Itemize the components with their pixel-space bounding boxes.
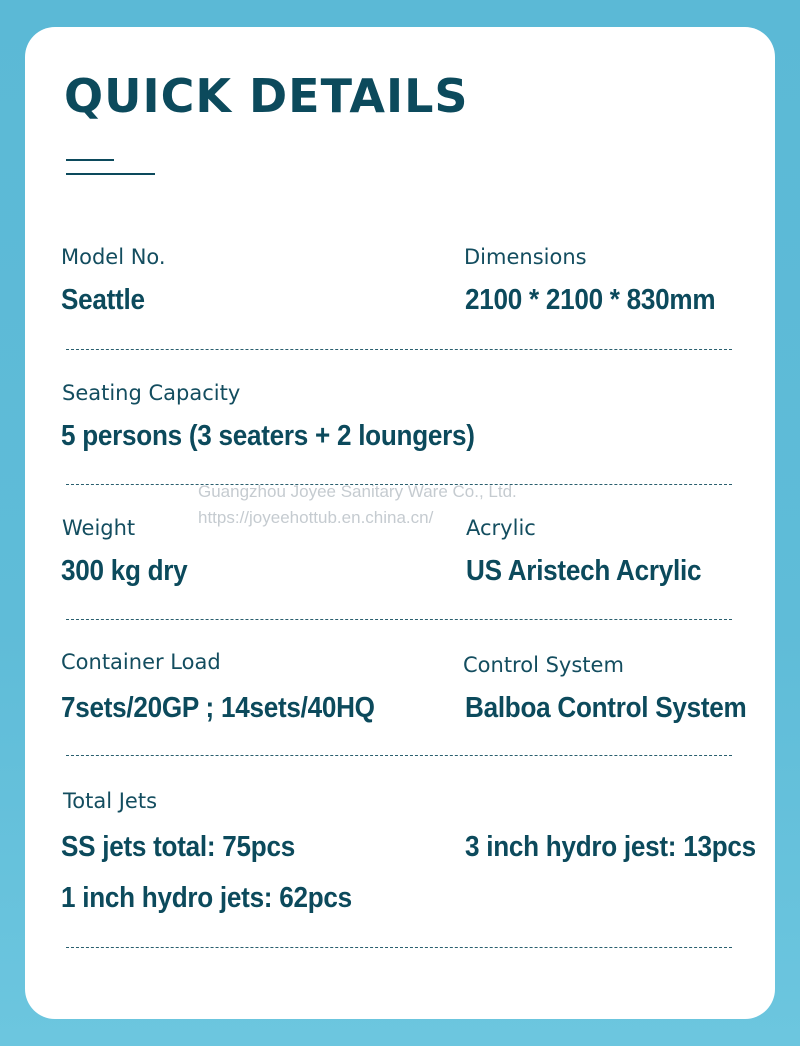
hydro-1inch-value: 1 inch hydro jets: 62pcs xyxy=(61,882,352,914)
container-label: Container Load xyxy=(61,650,221,674)
details-card xyxy=(25,27,775,1019)
weight-value: 300 kg dry xyxy=(61,555,188,587)
model-label: Model No. xyxy=(61,245,166,269)
dimensions-label: Dimensions xyxy=(464,245,587,269)
container-value: 7sets/20GP ; 14sets/40HQ xyxy=(61,692,375,724)
ss-jets-value: SS jets total: 75pcs xyxy=(61,831,295,863)
page-title: QUICK DETAILS xyxy=(64,69,469,123)
divider-4 xyxy=(66,755,732,756)
dimensions-value: 2100 * 2100 * 830mm xyxy=(465,284,716,316)
jets-label: Total Jets xyxy=(63,789,158,813)
divider-3 xyxy=(66,619,732,620)
seating-label: Seating Capacity xyxy=(62,381,241,405)
model-value: Seattle xyxy=(61,284,145,316)
acrylic-label: Acrylic xyxy=(466,516,536,540)
divider-1 xyxy=(66,349,732,350)
acrylic-value: US Aristech Acrylic xyxy=(466,555,702,587)
control-value: Balboa Control System xyxy=(465,692,747,724)
watermark-company: Guangzhou Joyee Sanitary Ware Co., Ltd. xyxy=(198,482,517,501)
weight-label: Weight xyxy=(62,516,136,540)
hydro-3inch-value: 3 inch hydro jest: 13pcs xyxy=(465,831,756,863)
seating-value: 5 persons (3 seaters + 2 loungers) xyxy=(61,420,475,452)
watermark-url: https://joyeehottub.en.china.cn/ xyxy=(198,508,434,527)
control-label: Control System xyxy=(463,653,624,677)
title-underline-short xyxy=(66,159,114,161)
divider-5 xyxy=(66,947,732,948)
title-underline-long xyxy=(66,173,155,175)
